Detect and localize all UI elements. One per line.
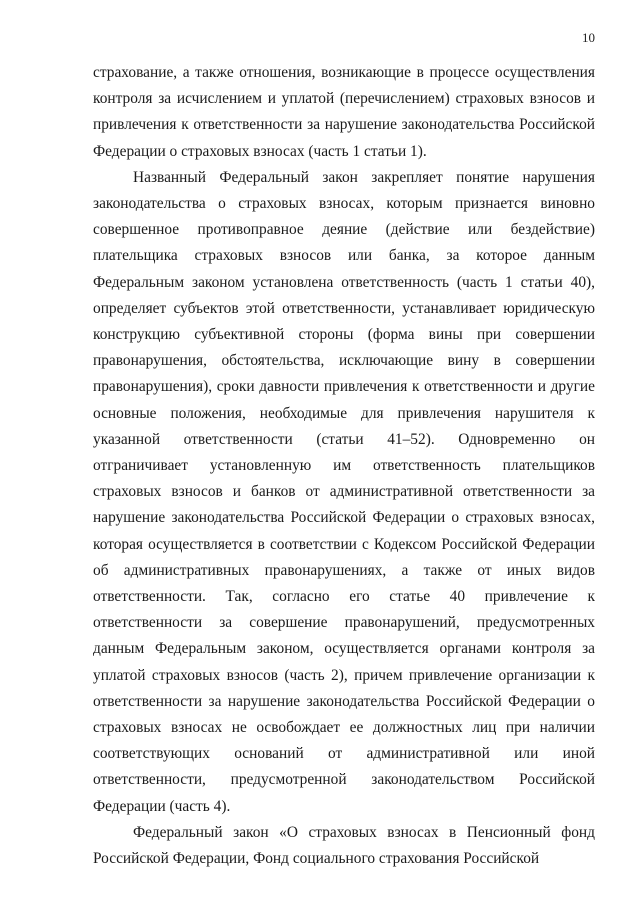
paragraph: Названный Федеральный закон закрепляет понятие нарушения законодательства о страховых взносах, которым признается виновно совершенное противоправное деяние (действие или бездействие) плательщика страховых взносов или банка, за которое данным Федеральным законом установлена ответственность (часть 1 статьи 40), определяет субъектов этой ответственности, устанавливает юридическую конструкцию субъективной стороны (форма вины при совершении правонарушения, обстоятельства, исключающие вину в совершении правонарушения), сроки давности привлечения к ответственности и другие основные положения, необходимые для привлечения нарушителя к указанной ответственности (статьи 41–52). Одновременно он отграничивает установленную им ответственность плательщиков страховых взносов и банков от административной ответственности за нарушение законодательства Российской Федерации о страховых взносах, которая осуществляется в соответствии с Кодексом Российской Федерации об административных правонарушениях, а также от иных видов ответственности. Так, согласно его статье 40 привлечение к ответственности за совершение правонарушений, предусмотренных данным Федеральным законом, осуществляется органами контроля за уплатой страховых взносов (часть 2), причем привлечение организации к ответственности за нарушение законодательства Российской Федерации о страховых взносах не освобождает ее должностных лиц при наличии соответствующих оснований от административной или иной ответственности, предусмотренной законодательством Российской Федерации (часть 4). (93, 168, 595, 815)
paragraph-continuation: страхование, а также отношения, возникающие в процессе осуществления контроля за исчислением и уплатой (перечислением) страховых взносов и привлечения к ответственности за нарушение законодательства Российской Федерации о страховых взносах (часть 1 статьи 1). (93, 64, 595, 160)
paragraph: Федеральный закон «О страховых взносах в Пенсионный фонд Российской Федерации, Фонд социального страхования Российской (93, 823, 595, 868)
body-text (93, 60, 595, 872)
page-number: 10 (582, 30, 595, 45)
